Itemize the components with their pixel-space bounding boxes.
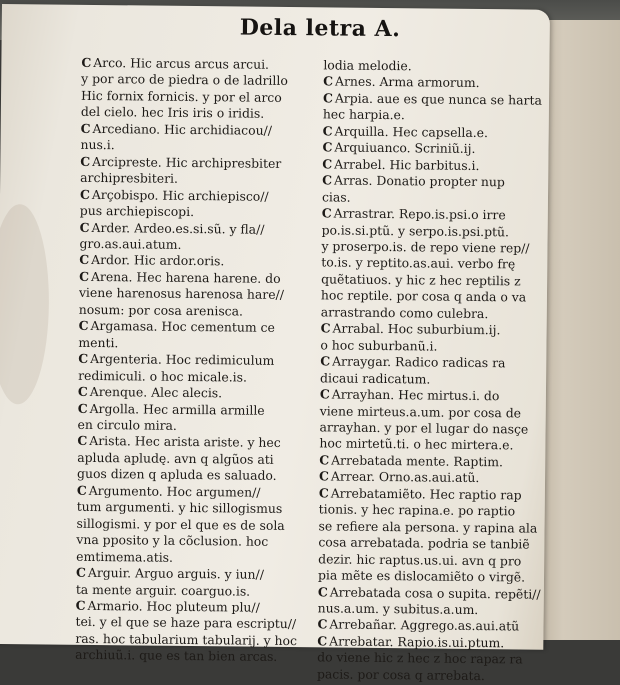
entry-text: emtimema.atis.	[76, 548, 174, 565]
entry-text: Argumento. Hoc argumen//	[88, 482, 261, 500]
entry-text: Arquiuanco. Scriniũ.ij.	[334, 139, 476, 157]
dictionary-entry	[78, 318, 320, 353]
dictionary-entry	[319, 386, 532, 454]
entry-text: gro.as.aui.atum.	[79, 235, 182, 252]
entry-text: redimiculi. o hoc micale.is.	[78, 367, 248, 385]
pilcrow-icon: C	[80, 120, 91, 136]
entry-text: Arcipreste. Hic archipresbiter	[92, 153, 282, 171]
entry-text: pia mẽte es dislocamiẽto o virgẽ.	[317, 567, 526, 585]
entry-text: Argamasa. Hoc cementum ce	[90, 318, 275, 336]
entry-text: nosum: por cosa arenisca.	[78, 301, 244, 319]
entry-text: Argolla. Hec armilla armille	[89, 400, 265, 418]
pilcrow-icon: C	[322, 90, 333, 106]
pilcrow-icon: C	[79, 186, 90, 202]
entry-text: pacis. por cosa q arrebata.	[316, 666, 485, 683]
entry-text: Ardor. Hic ardor.oris.	[91, 252, 225, 269]
pilcrow-icon: C	[317, 633, 328, 649]
entry-text: Arrabel. Hic barbitus.i.	[334, 156, 480, 173]
entry-text: Arcediano. Hic archidiacou//	[92, 120, 273, 138]
dictionary-entry	[80, 154, 322, 189]
entry-text: Arrabal. Hoc suburbium.ij.	[332, 320, 501, 338]
pilcrow-icon: C	[79, 219, 90, 235]
pilcrow-icon: C	[320, 320, 331, 336]
entry-text: arrastrando como culebra.	[320, 304, 489, 321]
dictionary-entry	[79, 219, 321, 254]
dictionary-entry	[320, 321, 532, 356]
entry-text: do viene hic z hec z hoc rapaz ra	[317, 649, 523, 667]
entry-text: tum argumenti. y hic sillogismus	[76, 499, 283, 517]
page-header: Dela letra A.	[239, 14, 401, 43]
entry-text: Arras. Donatio propter nup	[333, 172, 505, 190]
entry-text: del cielo. hec Iris iris o iridis.	[80, 104, 265, 122]
pilcrow-icon: C	[78, 350, 89, 367]
entry-text: nus.a.um. y subitus.a.um.	[317, 600, 479, 617]
entry-text: Arrebatada mente. Raptim.	[331, 452, 504, 470]
entry-text: viene mirteus.a.um. por cosa de	[319, 402, 522, 420]
dictionary-entry	[317, 485, 538, 586]
pilcrow-icon: C	[319, 452, 330, 468]
pilcrow-icon: C	[318, 468, 330, 484]
pilcrow-icon: C	[322, 156, 333, 172]
pilcrow-icon: C	[318, 485, 329, 501]
pilcrow-icon: C	[75, 597, 86, 613]
entry-text: nus.i.	[80, 137, 115, 153]
entry-text: viene harenosus harenosa hare//	[78, 285, 285, 303]
entry-text: Arrayhan. Hec mirtus.i. do	[331, 386, 500, 404]
pilcrow-icon: C	[80, 153, 91, 169]
entry-text: tionis. y hec rapina.e. po raptio	[318, 501, 516, 519]
entry-text: tei. y el que se haze para escriptu//	[75, 614, 297, 632]
pilcrow-icon: C	[77, 433, 88, 449]
book-page	[0, 4, 550, 683]
dictionary-entry	[322, 90, 542, 125]
entry-text: Arguir. Arguo arguis. y iun//	[87, 564, 264, 582]
dictionary-entry	[80, 186, 322, 221]
entry-line	[75, 647, 317, 666]
dictionary-entry	[80, 121, 322, 156]
pilcrow-icon: C	[322, 139, 333, 155]
pilcrow-icon: C	[317, 583, 328, 599]
dictionary-entry	[321, 205, 534, 322]
entry-text: vna pposito y la cõclusion. hoc	[76, 531, 269, 549]
entry-text: Arçobispo. Hic archiepisco//	[91, 186, 269, 204]
dictionary-entry	[81, 55, 324, 123]
entry-text: to.is. y reptito.as.aui. verbo frę	[321, 254, 516, 272]
entry-text: Arenque. Alec alecis.	[89, 384, 223, 401]
pilcrow-icon: C	[79, 268, 90, 284]
entry-text: ras. hoc tabularium tabularij. y hoc	[75, 630, 298, 648]
entry-text: Arnes. Arma armorum.	[335, 73, 480, 91]
pilcrow-icon: C	[78, 318, 89, 334]
entry-text: Arena. Hec harena harene. do	[90, 268, 281, 286]
pilcrow-icon: C	[317, 616, 328, 632]
dictionary-entry	[76, 483, 319, 568]
pilcrow-icon: C	[77, 383, 88, 399]
entry-text: guos dizen q apluda es saluado.	[77, 466, 277, 484]
entry-text: archiuũ.i. que es tan bien arcas.	[75, 647, 278, 665]
entry-text: arrayhan. y por el lugar do nasçe	[319, 419, 529, 437]
entry-text: y proserpo.is. de repo viene rep//	[321, 238, 530, 256]
entry-text: cosa arrebatada. podria se tanbiẽ	[318, 534, 530, 552]
pilcrow-icon: C	[81, 54, 92, 70]
dictionary-entry	[322, 173, 534, 208]
pilcrow-icon: C	[323, 73, 334, 89]
entry-line	[317, 666, 529, 685]
entry-text: Arrebatada cosa o supita. repẽti//	[329, 583, 541, 602]
entry-text: Arder. Ardeo.es.si.sũ. y fla//	[91, 219, 265, 237]
pilcrow-icon: C	[319, 386, 330, 402]
dictionary-entry	[78, 351, 320, 386]
page-stain	[0, 204, 50, 405]
entry-text: y por arco de piedra o de ladrillo	[81, 71, 288, 89]
dictionary-entry	[77, 433, 320, 485]
dictionary-entry	[79, 269, 322, 321]
entry-text: Arraygar. Radico radicas ra	[332, 353, 506, 371]
entry-text: Arista. Hec arista ariste. y hec	[89, 433, 281, 451]
entry-text: hec harpia.e.	[322, 106, 405, 123]
entry-text: Hic fornix fornicis. y por el arco	[80, 87, 282, 105]
dictionary-entry	[78, 400, 320, 435]
dictionary-entry	[76, 565, 318, 600]
entry-text: quẽtatiuos. y hic z hec reptilis z	[321, 271, 521, 289]
pilcrow-icon: C	[77, 400, 88, 416]
entry-text: hoc mirtetũ.ti. o hec mirtera.e.	[319, 435, 514, 453]
entry-text: en circulo mira.	[77, 416, 178, 433]
entry-text: dicaui radicatum.	[320, 369, 431, 387]
entry-line	[81, 121, 323, 140]
pilcrow-icon: C	[76, 482, 87, 498]
entry-text: dezir. hic raptus.us.ui. avn q pro	[318, 550, 522, 569]
entry-text: archipresbiteri.	[80, 170, 179, 187]
entry-text: se refiere ala persona. y rapina ala	[318, 518, 538, 536]
pilcrow-icon: C	[320, 353, 331, 369]
pilcrow-icon: C	[322, 172, 333, 188]
entry-text: o hoc suburbanũ.i.	[320, 337, 438, 354]
entry-text: Argenteria. Hoc redimiculum	[90, 351, 275, 369]
pilcrow-icon: C	[321, 205, 332, 221]
entry-text: Arco. Hic arcus arcus arcui.	[93, 54, 270, 72]
entry-text: Armario. Hoc pluteum plu//	[87, 597, 260, 615]
right-column	[316, 57, 542, 684]
entry-text: cias.	[321, 188, 351, 205]
dictionary-entry	[317, 633, 530, 685]
dictionary-entry	[317, 583, 541, 619]
entry-text: Arrebatamiẽto. Hec raptio rap	[330, 485, 522, 503]
entry-text: po.is.si.ptũ. y serpo.is.psi.ptũ.	[321, 221, 510, 239]
entry-text: ta mente arguir. coarguo.is.	[75, 581, 251, 599]
dictionary-entry	[75, 598, 318, 666]
entry-text: Arrear. Orno.as.aui.atũ.	[330, 468, 480, 486]
entry-text: hoc reptile. por cosa q anda o va	[320, 287, 527, 305]
pilcrow-icon: C	[322, 123, 333, 139]
entry-text: Arquilla. Hec capsella.e.	[334, 123, 489, 140]
entry-text: Arpia. aue es que nunca se harta	[334, 90, 542, 108]
left-column	[75, 55, 323, 666]
entry-line	[322, 173, 534, 192]
entry-text: lodia melodie.	[323, 57, 412, 74]
entry-text: sillogismi. y por el que es de sola	[76, 515, 285, 533]
entry-text: apluda apludę. avn q algũos ati	[77, 449, 274, 467]
entry-text: menti.	[78, 334, 119, 350]
entry-text: pus archiepiscopi.	[79, 202, 195, 220]
entry-text: Arrastrar. Repo.is.psi.o irre	[333, 205, 506, 223]
dictionary-entry	[320, 354, 532, 389]
entry-text: Arrebañar. Aggrego.as.aui.atũ	[329, 616, 520, 634]
pilcrow-icon: C	[75, 564, 87, 580]
entry-text: Arrebatar. Rapio.is.ui.ptum.	[329, 633, 505, 651]
pilcrow-icon: C	[79, 252, 90, 268]
